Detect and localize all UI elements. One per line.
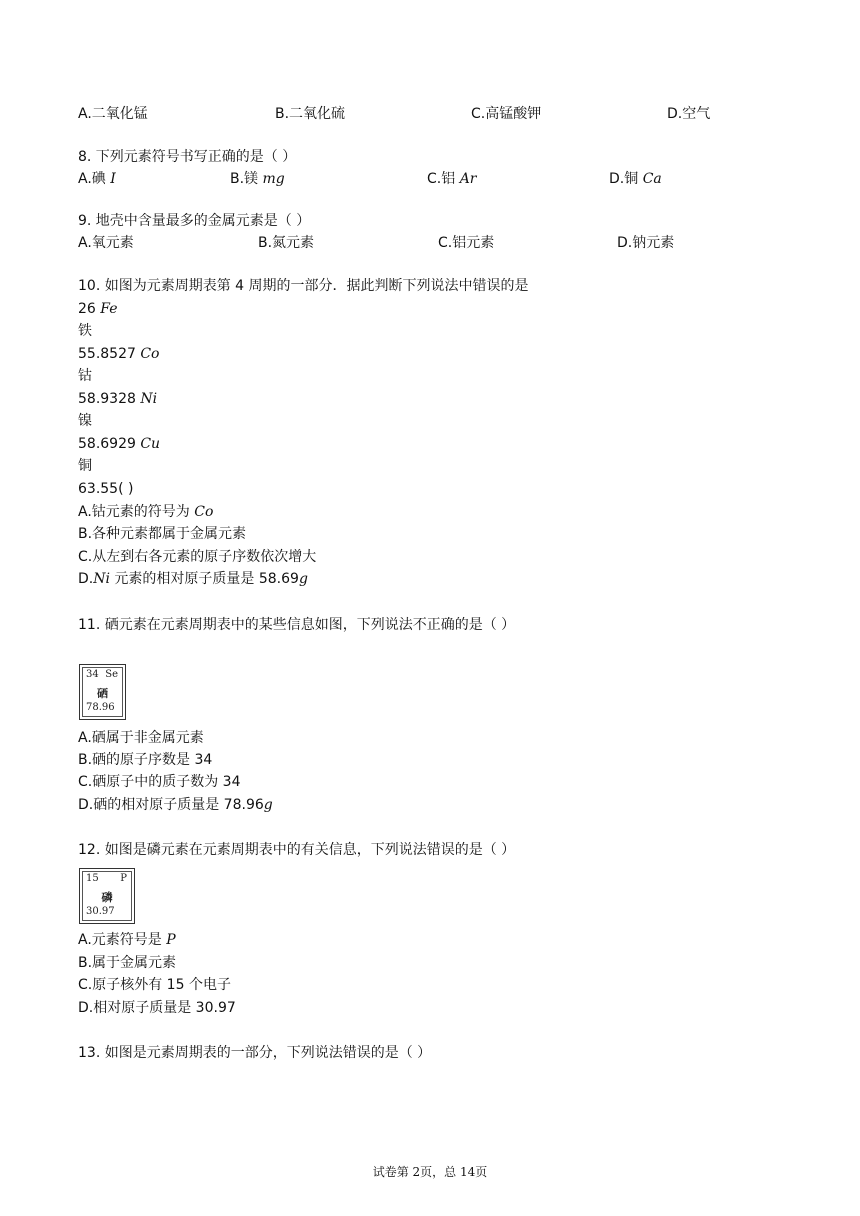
element-symbol: P — [120, 873, 127, 884]
q7-option-c: C.高锰酸钾 — [471, 106, 542, 122]
element-name: 磷 — [101, 891, 113, 904]
element-number: 34 — [86, 669, 99, 680]
q10-table-line-text: 63.55( ) — [78, 481, 134, 497]
q12-stem: 12. 如图是磷元素在元素周期表中的有关信息，下列说法错误的是（ ） — [78, 842, 516, 858]
q10-table-line-text: 58.9328 — [78, 391, 141, 407]
q12-option-b: B.属于金属元素 — [78, 955, 177, 971]
q10-table-line-text: 58.6929 — [78, 436, 141, 452]
q10-table-line — [78, 479, 133, 499]
phosphorus-element-tile — [79, 868, 135, 924]
q10-option-c: C.从左到右各元素的原子序数依次增大 — [78, 549, 317, 565]
q10-table-line-text: 铜 — [78, 458, 92, 474]
page-footer: 试卷第 2页，总 14页 — [372, 1165, 488, 1179]
q8-option-b-text: B.镁 — [230, 171, 263, 187]
q10-table-line — [78, 344, 159, 364]
q10-option-d-unit: g — [298, 571, 308, 587]
q10-table-line-text: 镍 — [78, 413, 92, 429]
q7-option-a: A.二氧化锰 — [78, 106, 148, 122]
q11-option-d-text: D.硒的相对原子质量是 78.96 — [78, 797, 264, 813]
q8-option-c-math: Ar — [459, 171, 477, 187]
q10-stem: 10. 如图为元素周期表第 4 周期的一部分．据此判断下列说法中错误的是 — [78, 278, 529, 294]
q13-stem: 13. 如图是元素周期表的一部分，下列说法错误的是（ ） — [78, 1045, 432, 1061]
q10-option-d-text: D. — [78, 571, 94, 587]
q10-option-b: B.各种元素都属于金属元素 — [78, 526, 247, 542]
q11-stem: 11. 硒元素在元素周期表中的某些信息如图，下列说法不正确的是（ ） — [78, 617, 516, 633]
q10-table-line — [78, 389, 157, 409]
element-mass: 78.96 — [86, 702, 115, 713]
q10-table-line — [78, 411, 92, 431]
q12-option-d: D.相对原子质量是 30.97 — [78, 1000, 236, 1016]
q10-option-a-text: A.钴元素的符号为 — [78, 504, 195, 520]
q10-table-line-text: 铁 — [78, 323, 92, 339]
q8-option-c — [427, 169, 477, 189]
q7-option-d: D.空气 — [667, 106, 711, 122]
element-symbol: Se — [105, 669, 118, 680]
q8-option-c-text: C.铝 — [427, 171, 460, 187]
element-name: 硒 — [97, 687, 108, 700]
q8-stem: 8. 下列元素符号书写正确的是（ ） — [78, 149, 297, 165]
q9-option-c: C.铝元素 — [438, 235, 495, 251]
q12-option-a — [78, 930, 176, 950]
q10-table-line — [78, 321, 92, 341]
q8-option-b — [230, 169, 285, 189]
q10-table-line — [78, 299, 118, 319]
q10-option-d — [78, 569, 308, 589]
q10-table-line — [78, 456, 92, 476]
q10-table-line-math: Ni — [140, 391, 158, 407]
element-number: 15 — [86, 873, 99, 884]
q8-option-a — [78, 169, 116, 189]
q10-table-line — [78, 366, 92, 386]
q10-table-line-text: 钴 — [78, 368, 92, 384]
q11-option-c: C.硒原子中的质子数为 34 — [78, 774, 241, 790]
q9-option-a: A.氧元素 — [78, 235, 134, 251]
q10-table-line — [78, 434, 160, 454]
q8-option-a-text: A.碘 — [78, 171, 111, 187]
q8-option-d-math: Ca — [642, 171, 662, 187]
q8-option-b-math: mg — [262, 171, 285, 187]
q10-option-d-math: Ni — [93, 571, 110, 587]
selenium-element-tile — [79, 664, 126, 720]
q12-option-a-math: P — [166, 932, 176, 948]
q8-option-d — [609, 169, 662, 189]
q10-option-a-math: Co — [194, 504, 214, 520]
q10-table-line-math: Co — [140, 346, 160, 362]
q10-option-a — [78, 502, 213, 522]
q11-option-d — [78, 795, 273, 815]
q8-option-a-math: I — [110, 171, 116, 187]
q10-table-line-math: Cu — [140, 436, 161, 452]
q11-option-d-unit: g — [263, 797, 273, 813]
q11-option-a: A.硒属于非金属元素 — [78, 730, 204, 746]
q10-option-d-text-2: 元素的相对原子质量是 58.69 — [109, 571, 299, 587]
q11-option-b: B.硒的原子序数是 34 — [78, 752, 213, 768]
q9-stem: 9. 地壳中含量最多的金属元素是（ ） — [78, 213, 311, 229]
q7-option-b: B.二氧化硫 — [275, 106, 346, 122]
q9-option-d: D.钠元素 — [617, 235, 675, 251]
q10-table-line-math: Fe — [100, 301, 118, 317]
q10-table-line-text: 26 — [78, 301, 101, 317]
q10-table-line-text: 55.8527 — [78, 346, 141, 362]
q12-option-a-text: A.元素符号是 — [78, 932, 167, 948]
q8-option-d-text: D.铜 — [609, 171, 643, 187]
q12-option-c: C.原子核外有 15 个电子 — [78, 977, 231, 993]
element-mass: 30.97 — [86, 906, 115, 917]
q9-option-b: B.氮元素 — [258, 235, 315, 251]
